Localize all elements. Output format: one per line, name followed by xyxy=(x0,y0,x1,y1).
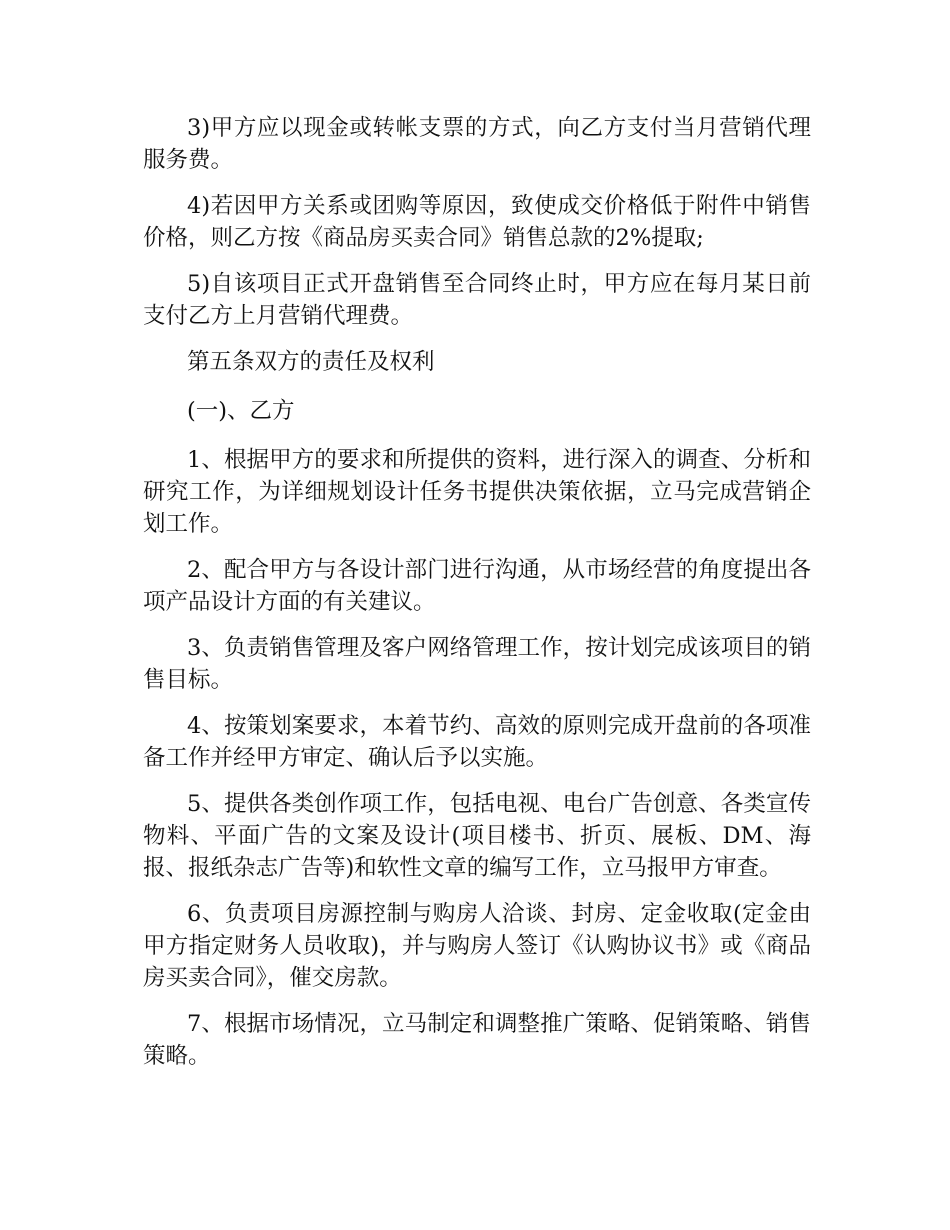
list-item-5: 5、提供各类创作项工作，包括电视、电台广告创意、各类宣传物料、平面广告的文案及设计(项目楼书、折页、展板、DM、海报、报纸杂志广告等)和软性文章的编写工作，立马报甲方审查。 xyxy=(143,791,811,881)
list-item-2: 2、配合甲方与各设计部门进行沟通，从市场经营的角度提出各项产品设计方面的有关建议。 xyxy=(143,557,811,615)
subsection-heading-party-b: (一)、乙方 xyxy=(187,398,295,424)
list-item-4: 4、按策划案要求，本着节约、高效的原则完成开盘前的各项准备工作并经甲方审定、确认后予以实施。 xyxy=(143,713,811,771)
document-page xyxy=(143,112,811,1086)
section-heading-article-5: 第五条双方的责任及权利 xyxy=(187,349,435,375)
list-item-7: 7、根据市场情况，立马制定和调整推广策略、促销策略、销售策略。 xyxy=(143,1011,811,1069)
paragraph-payment-method: 3)甲方应以现金或转帐支票的方式，向乙方支付当月营销代理服务费。 xyxy=(143,115,811,173)
list-item-3: 3、负责销售管理及客户网络管理工作，按计划完成该项目的销售目标。 xyxy=(143,635,811,693)
list-item-6: 6、负责项目房源控制与购房人洽谈、封房、定金收取(定金由甲方指定财务人员收取)，并与购房人签订《认购协议书》或《商品房买卖合同》，催交房款。 xyxy=(143,901,811,991)
paragraph-group-purchase: 4)若因甲方关系或团购等原因，致使成交价格低于附件中销售价格，则乙方按《商品房买卖合同》销售总款的2%提取; xyxy=(143,193,811,251)
list-item-1: 1、根据甲方的要求和所提供的资料，进行深入的调查、分析和研究工作，为详细规划设计任务书提供决策依据，立马完成营销企划工作。 xyxy=(143,447,811,537)
paragraph-monthly-fee: 5)自该项目正式开盘销售至合同终止时，甲方应在每月某日前支付乙方上月营销代理费。 xyxy=(143,271,811,329)
